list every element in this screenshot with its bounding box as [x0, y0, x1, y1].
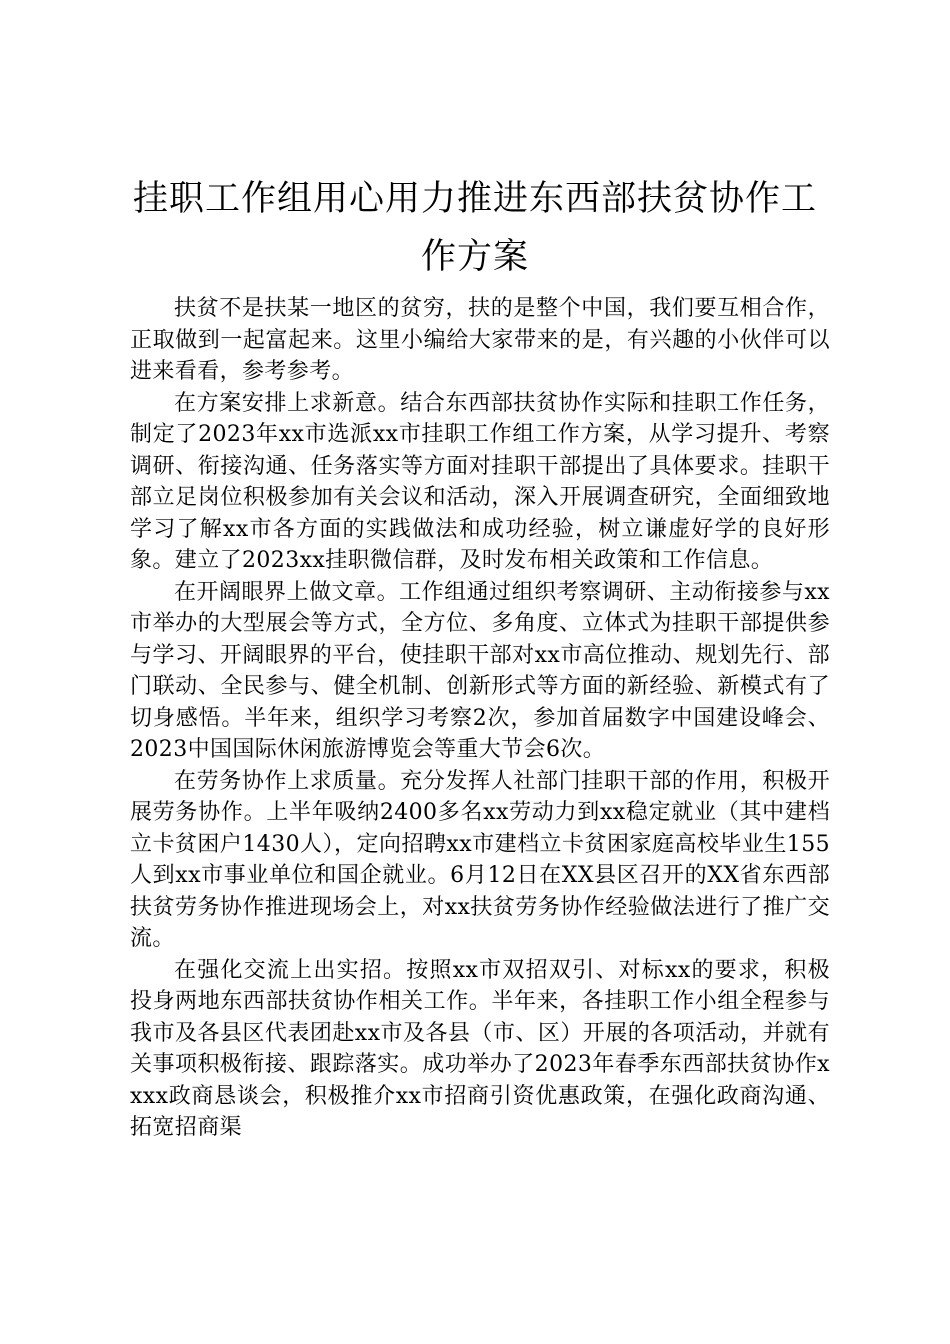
document-body — [130, 293, 830, 1144]
paragraph-intro: 扶贫不是扶某一地区的贫穷，扶的是整个中国，我们要互相合作，正取做到一起富起来。这里小编给大家带来的是，有兴趣的小伙伴可以进来看看，参考参考。 — [130, 296, 830, 384]
paragraph-plan-arrangement: 在方案安排上求新意。结合东西部扶贫协作实际和挂职工作任务，制定了2023年xx市选派xx市挂职工作组工作方案，从学习提升、考察调研、衔接沟通、任务落实等方面对挂职干部提出了具体要求。挂职干部立足岗位积极参加有关会议和活动，深入开展调查研究，全面细致地学习了解xx市各方面的实践做法和成功经验，树立谦虚好学的良好形象。建立了2023xx挂职微信群，及时发布相关政策和工作信息。 — [130, 390, 830, 573]
title-line-2: 作方案 — [420, 237, 529, 277]
document-title — [110, 170, 840, 286]
title-line-1: 挂职工作组用心用力推进东西部扶贫协作工 — [132, 179, 817, 219]
paragraph-broaden-horizons: 在开阔眼界上做文章。工作组通过组织考察调研、主动衔接参与xx市举办的大型展会等方式，全方位、多角度、立体式为挂职干部提供参与学习、开阔眼界的平台，使挂职干部对xx市高位推动、规划先行、部门联动、全民参与、健全机制、创新形式等方面的新经验、新模式有了切身感悟。半年来，组织学习考察2次，参加首届数字中国建设峰会、2023中国国际休闲旅游博览会等重大节会6次。 — [130, 579, 830, 762]
paragraph-strengthen-exchange: 在强化交流上出实招。按照xx市双招双引、对标xx的要求，积极投身两地东西部扶贫协作相关工作。半年来，各挂职工作小组全程参与我市及各县区代表团赴xx市及各县（市、区）开展的各项活动，并就有关事项积极衔接、跟踪落实。成功举办了2023年春季东西部扶贫协作xxxx政商恳谈会，积极推介xx市招商引资优惠政策，在强化政商沟通、拓宽招商渠 — [130, 957, 830, 1140]
paragraph-labor-cooperation: 在劳务协作上求质量。充分发挥人社部门挂职干部的作用，积极开展劳务协作。上半年吸纳2400多名xx劳动力到xx稳定就业（其中建档立卡贫困户1430人），定向招聘xx市建档立卡贫困家庭高校毕业生155人到xx市事业单位和国企就业。6月12日在XX县区召开的XX省东西部扶贫劳务协作推进现场会上，对xx扶贫劳务协作经验做法进行了推广交流。 — [130, 768, 830, 951]
